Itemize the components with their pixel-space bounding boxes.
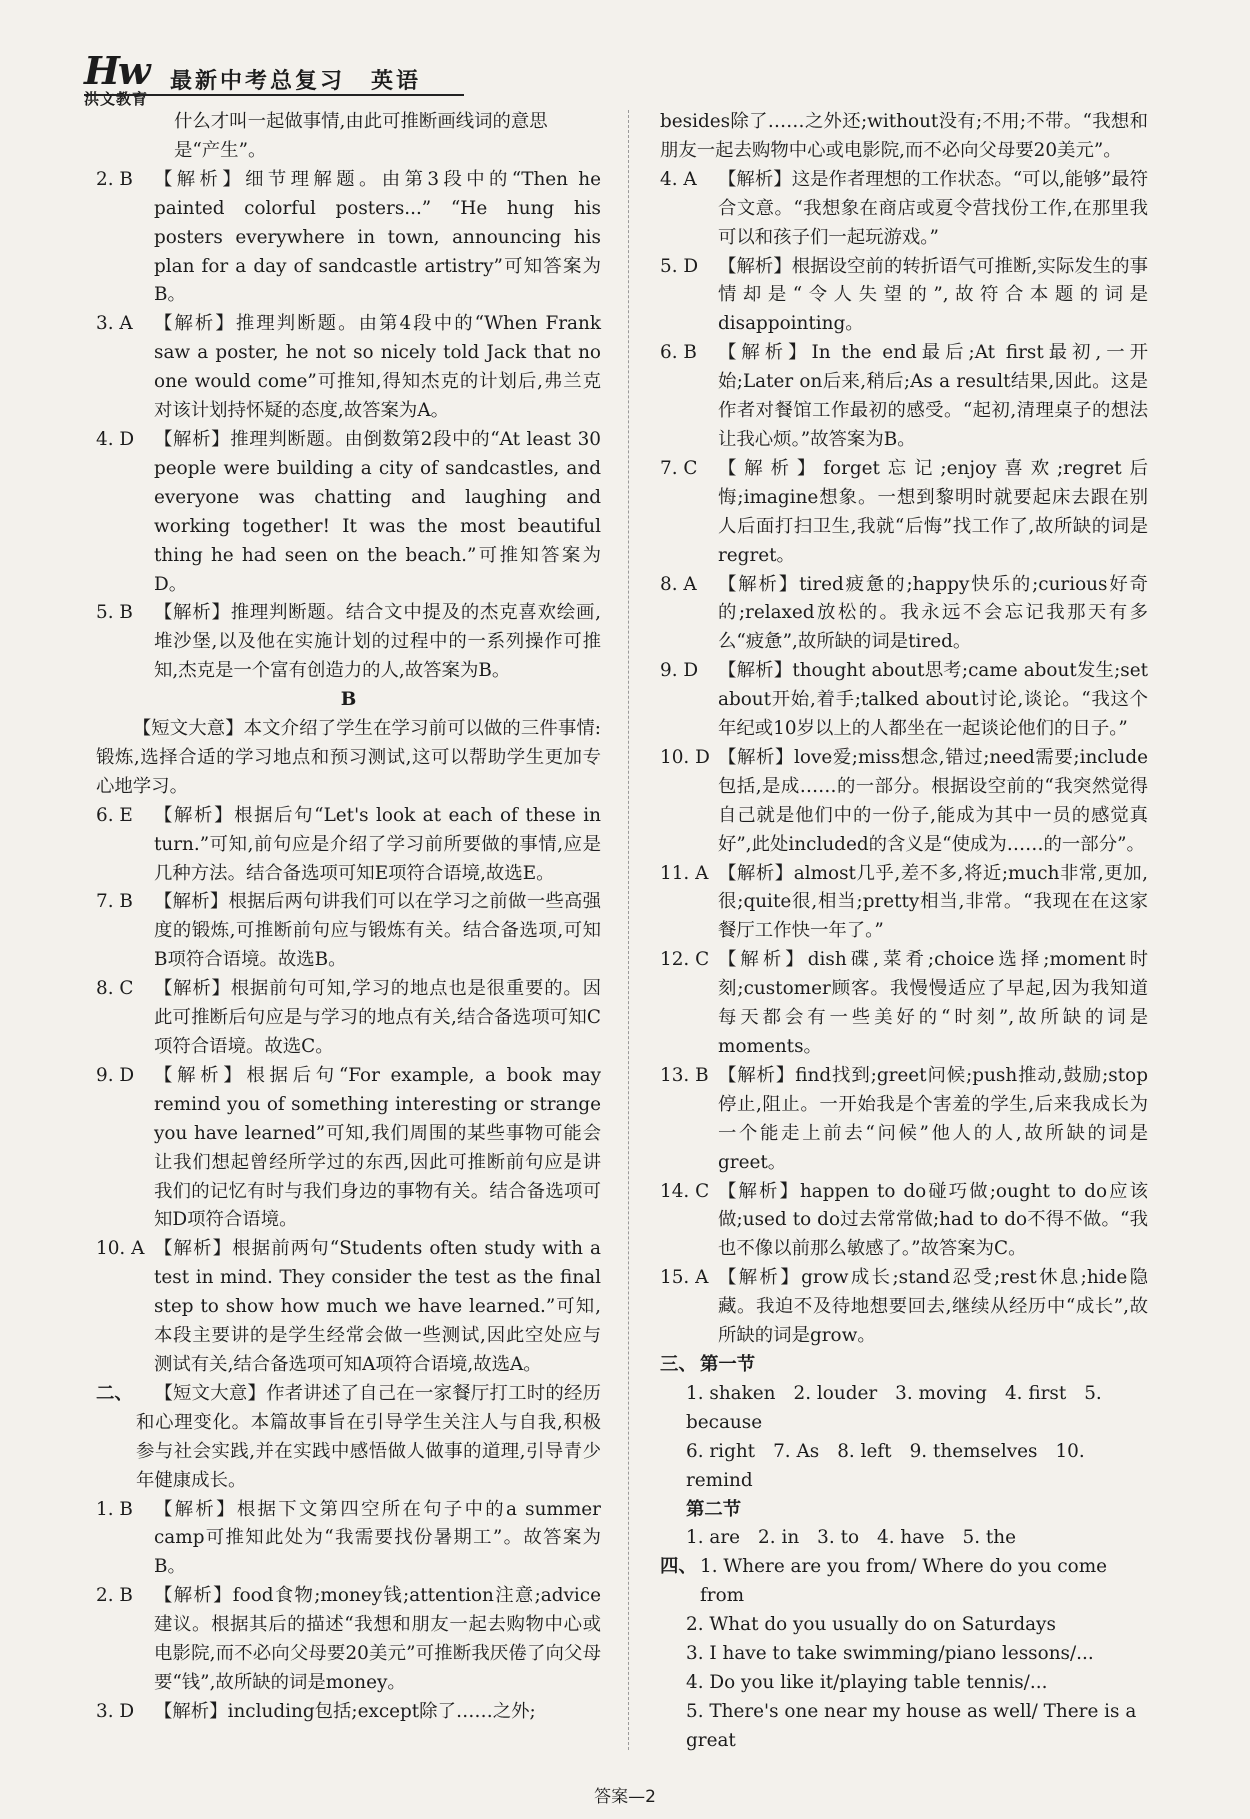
analysis-tag: 【解析】 xyxy=(718,255,792,277)
explanation-text: 推理判断题。由第4段中的“When Frank saw a poster, he not so nicely told Jack that no one would come”可推知,得知杰克的计划后,弗兰克对该计划持怀疑的态度,故答案为A。 xyxy=(154,313,601,422)
analysis-tag: 【解析】 xyxy=(154,428,231,450)
answer-explanation xyxy=(154,599,601,686)
analysis-tag: 【解析】 xyxy=(154,1238,233,1260)
section-3-part1: 第一节 xyxy=(700,1353,756,1375)
section-3-part2: 第二节 xyxy=(686,1498,742,1520)
answer-word: 5. because xyxy=(686,1382,1102,1433)
answer-item xyxy=(96,1582,601,1698)
answers-3b xyxy=(660,1524,1148,1553)
analysis-tag: 【解析】 xyxy=(718,746,794,768)
answer-item xyxy=(96,1698,601,1727)
section-4-number: 四、 xyxy=(660,1556,697,1578)
answer-item xyxy=(96,426,601,599)
analysis-tag: 【解析】 xyxy=(718,1267,802,1289)
answers-3a xyxy=(660,1380,1148,1496)
answer-explanation xyxy=(154,802,601,889)
answer-number: 11. A xyxy=(660,862,709,884)
analysis-tag: 【解析】 xyxy=(718,862,794,884)
explanation-text: 推理判断题。由倒数第2段中的“At least 30 people were building a city of sandcastles, and everyone was chatting and laughing and working together! It was the most beautiful thing he had seen on the beach.”可推知答案为D。 xyxy=(154,428,601,595)
answer-item xyxy=(660,946,1148,1062)
analysis-tag: 【解析】 xyxy=(154,1064,247,1086)
answer-item xyxy=(660,657,1148,744)
answer-word: 1. shaken xyxy=(686,1382,776,1404)
explanation-text: dish碟,菜肴;choice选择;moment时刻;customer顾客。我慢慢适应了早起,因为我知道每天都会有一些美好的“时刻”,故所缺的词是moments。 xyxy=(718,949,1148,1057)
analysis-tag: 【解析】 xyxy=(718,573,800,595)
explanation-text: forget忘记;enjoy喜欢;regret后悔;imagine想象。一想到黎明时就要起床去跟在别人后面打扫卫生,我就“后悔”找工作了,故所缺的词是regret。 xyxy=(718,457,1148,566)
book-title xyxy=(170,64,421,95)
explanation-text: 根据设空前的转折语气可推断,实际发生的事情却是“令人失望的”,故符合本题的词是disappointing。 xyxy=(718,255,1148,335)
analysis-tag: 【解析】 xyxy=(718,1064,796,1086)
analysis-tag: 【解析】 xyxy=(154,978,231,1000)
analysis-tag: 【解析】 xyxy=(718,457,824,479)
answer-explanation xyxy=(154,1582,601,1698)
answer-number: 3. A xyxy=(96,313,133,335)
analysis-tag: 【解析】 xyxy=(154,313,236,335)
answer-number: 5. D xyxy=(660,255,699,277)
answer-explanation xyxy=(718,744,1148,860)
answer-number: 9. D xyxy=(660,660,699,682)
explanation-text: 根据后句“Let's look at each of these in turn.”可知,前句应是介绍了学习前所要做的事情,应是几种方法。结合备选项可知E项符合语境,故选E。 xyxy=(154,804,601,884)
section-2-number: 二、 xyxy=(96,1382,133,1404)
analysis-tag: 【解析】 xyxy=(154,1498,237,1520)
answer-number: 13. B xyxy=(660,1064,709,1086)
answer-explanation xyxy=(718,1264,1148,1351)
answer-explanation xyxy=(718,657,1148,744)
answer-word: 10. remind xyxy=(686,1440,1085,1491)
page-number: 答案—2 xyxy=(594,1787,656,1807)
answer-explanation xyxy=(718,946,1148,1062)
answer-explanation xyxy=(718,339,1148,455)
explanation-text: In the end最后;At first最初,一开始;Later on后来,稍后;As a result结果,因此。这是作者对餐馆工作最初的感受。“起初,清理桌子的想法让我心烦。”故答案为B。 xyxy=(718,342,1148,450)
analysis-tag: 【解析】 xyxy=(718,660,793,682)
header-rule xyxy=(84,94,464,96)
explanation-text: find找到;greet问候;push推动,鼓励;stop停止,阻止。一开始我是个害羞的学生,后来我成长为一个能走上前去“问候”他人的人,故所缺的词是greet。 xyxy=(718,1064,1148,1173)
analysis-tag: 【解析】 xyxy=(154,804,235,826)
page-header xyxy=(84,48,464,108)
answer-explanation xyxy=(718,455,1148,571)
answer-item xyxy=(96,1062,601,1235)
continued-text: besides除了……之外还;without没有;不用;不带。“我想和朋友一起去购物中心或电影院,而不必向父母要20美元”。 xyxy=(660,111,1148,161)
answer-item xyxy=(660,455,1148,571)
answer-explanation xyxy=(718,860,1148,947)
answer-word: 3. to xyxy=(817,1527,860,1549)
answer-word: 9. themselves xyxy=(909,1440,1038,1462)
left-column xyxy=(96,108,601,1727)
answer-number: 2. B xyxy=(96,1585,133,1607)
answer-number: 14. C xyxy=(660,1180,710,1202)
analysis-tag: 【解析】 xyxy=(718,949,808,971)
answer-number: 9. D xyxy=(96,1064,135,1086)
answer-number: 6. E xyxy=(96,804,133,826)
answer-explanation xyxy=(718,1062,1148,1178)
analysis-tag: 【解析】 xyxy=(154,602,231,624)
explanation-text: 根据前句可知,学习的地点也是很重要的。因此可推断后句应是与学习的地点有关,结合备选项可知C项符合语境。故选C。 xyxy=(154,978,601,1057)
answer-item xyxy=(96,975,601,1062)
answer-number: 12. C xyxy=(660,949,710,971)
continued-text: 什么才叫一起做事情,由此可推断画线词的意思 xyxy=(174,111,548,132)
answer-explanation xyxy=(718,253,1148,340)
explanation-text: 根据后句“For example, a book may remind you of something interesting or strange you have learned”可知,我们周围的某些事物可能会让我们想起曾经所学过的东西,因此可推断前句应是讲我们的记忆有时与我们身边的事物有关。结合备选项可知D项符合语境。 xyxy=(154,1064,601,1231)
section-b-heading: B xyxy=(340,689,357,711)
answer-explanation xyxy=(154,1235,601,1380)
answer-item xyxy=(96,1496,601,1583)
explanation-text: 根据下文第四空所在句子中的a summer camp可推知此处为“我需要找份暑期工”。故答案为B。 xyxy=(154,1498,601,1578)
section-4-line: 4. Do you like it/playing table tennis/... xyxy=(686,1671,1048,1693)
answer-item xyxy=(660,860,1148,947)
answer-word: 3. moving xyxy=(895,1382,987,1404)
answer-item xyxy=(660,166,1148,253)
answer-word: 2. louder xyxy=(793,1382,878,1404)
answer-number: 4. A xyxy=(660,168,697,190)
answer-number: 10. A xyxy=(96,1238,145,1260)
analysis-tag: 【解析】 xyxy=(154,891,229,913)
answer-word: 2. in xyxy=(758,1527,800,1549)
answer-number: 10. D xyxy=(660,746,710,768)
answer-item xyxy=(660,744,1148,860)
book-title-text: 最新中考总复习 xyxy=(170,69,346,94)
answer-word: 4. have xyxy=(877,1527,945,1549)
answer-number: 7. C xyxy=(660,457,698,479)
answer-item xyxy=(660,1264,1148,1351)
answer-explanation xyxy=(154,310,601,426)
answer-explanation xyxy=(154,426,601,599)
explanation-text: 推理判断题。结合文中提及的杰克喜欢绘画,堆沙堡,以及他在实施计划的过程中的一系列操作可推知,杰克是一个富有创造力的人,故答案为B。 xyxy=(154,602,601,682)
answer-number: 1. B xyxy=(96,1498,133,1520)
answer-word: 4. first xyxy=(1004,1382,1067,1404)
explanation-text: almost几乎,差不多,将近;much非常,更加,很;quite很,相当;pretty相当,非常。“我现在在这家餐厅工作快一年了。” xyxy=(718,862,1148,942)
answer-item xyxy=(660,1178,1148,1265)
answer-word: 1. are xyxy=(686,1527,741,1549)
answer-item xyxy=(96,166,601,311)
section-3-number: 三、 xyxy=(660,1353,697,1375)
answer-number: 3. D xyxy=(96,1700,135,1722)
answer-item xyxy=(96,310,601,426)
answer-item xyxy=(96,888,601,975)
section-3 xyxy=(660,1351,1148,1380)
answer-explanation xyxy=(718,166,1148,253)
analysis-tag: 【解析】 xyxy=(718,342,812,364)
explanation-text: thought about思考;came about发生;set about开始,着手;talked about讨论,谈论。“我这个年纪或10岁以上的人都坐在一起谈论他们的日子。” xyxy=(718,660,1148,740)
subject-label: 英语 xyxy=(371,69,422,94)
column-divider xyxy=(628,110,629,1750)
answer-explanation xyxy=(154,166,601,311)
explanation-text: food食物;money钱;attention注意;advice建议。根据其后的描述“我想和朋友一起去购物中心或电影院,而不必向父母要20美元”可推断我厌倦了向父母要“钱”,故所缺的词是money。 xyxy=(154,1585,601,1693)
explanation-text: happen to do碰巧做;ought to do应该做;used to do过去常常做;had to do不得不做。“我也不像以前那么敏感了。”故答案为C。 xyxy=(718,1180,1148,1260)
answer-item xyxy=(660,339,1148,455)
section-4-line: 2. What do you usually do on Saturdays xyxy=(686,1614,1056,1636)
answer-number: 8. C xyxy=(96,978,134,1000)
answer-number: 4. D xyxy=(96,428,135,450)
answer-item xyxy=(96,599,601,686)
publisher-logo: Hw xyxy=(84,48,149,93)
answer-explanation xyxy=(154,1062,601,1235)
answer-number: 15. A xyxy=(660,1267,709,1289)
summary-2: 【短文大意】作者讲述了自己在一家餐厅打工时的经历和心理变化。本篇故事旨在引导学生关注人与自我,积极参与社会实践,并在实践中感悟做人做事的道理,引导青少年健康成长。 xyxy=(136,1382,601,1491)
analysis-tag: 【解析】 xyxy=(154,1585,233,1607)
answer-word: 6. right xyxy=(686,1440,756,1462)
answer-explanation xyxy=(154,975,601,1062)
analysis-tag: 【解析】 xyxy=(154,168,246,190)
continued-text: 是“产生”。 xyxy=(174,139,267,161)
answer-number: 7. B xyxy=(96,891,133,913)
right-column xyxy=(660,108,1148,1756)
answer-item xyxy=(660,571,1148,658)
explanation-text: love爱;miss想念,错过;need需要;include包括,是成……的一部分。根据设空前的“我突然觉得自己就是他们中的一份子,能成为其中一员的感觉真好”,此处included的含义是“使成为……的一部分”。 xyxy=(718,746,1148,855)
analysis-tag: 【解析】 xyxy=(718,168,792,190)
answer-item xyxy=(660,1062,1148,1178)
section-2 xyxy=(96,1380,601,1496)
answer-number: 5. B xyxy=(96,602,133,624)
analysis-tag: 【解析】 xyxy=(154,1700,228,1722)
answer-number: 2. B xyxy=(96,168,133,190)
explanation-text: 根据后两句讲我们可以在学习之前做一些高强度的锻炼,可推断前句应与锻炼有关。结合备选项,可知B项符合语境。故选B。 xyxy=(154,891,601,971)
section-4-line: 1. Where are you from/ Where do you come from xyxy=(700,1556,1108,1607)
answer-number: 8. A xyxy=(660,573,697,595)
answer-word: 8. left xyxy=(837,1440,892,1462)
publisher-name: 洪文教育 xyxy=(84,90,149,108)
answer-word: 7. As xyxy=(773,1440,820,1462)
answer-explanation xyxy=(154,1496,601,1583)
section-4-lines xyxy=(660,1611,1148,1756)
answer-explanation xyxy=(154,888,601,975)
answer-explanation xyxy=(154,1698,601,1727)
section-4-line: 3. I have to take swimming/piano lessons/... xyxy=(686,1643,1094,1665)
section-4 xyxy=(660,1553,1148,1611)
answer-number: 6. B xyxy=(660,342,697,364)
explanation-text: including包括;except除了……之外; xyxy=(227,1700,536,1722)
answer-item xyxy=(660,253,1148,340)
explanation-text: grow成长;stand忍受;rest休息;hide隐藏。我迫不及待地想要回去,继续从经历中“成长”,故所缺的词是grow。 xyxy=(718,1267,1148,1347)
answer-word: 5. the xyxy=(962,1527,1017,1549)
explanation-text: 这是作者理想的工作状态。“可以,能够”最符合文意。“我想象在商店或夏令营找份工作,在那里我可以和孩子们一起玩游戏。” xyxy=(718,168,1148,248)
explanation-text: 根据前两句“Students often study with a test in mind. They consider the test as the final step to show how much we have learned.”可知,本段主要讲的是学生经常会做一些测试,因此空处应与测试有关,结合备选项可知A项符合语境,故选A。 xyxy=(154,1238,601,1375)
answer-explanation xyxy=(718,571,1148,658)
analysis-tag: 【解析】 xyxy=(718,1180,800,1202)
answer-item xyxy=(96,802,601,889)
answer-explanation xyxy=(718,1178,1148,1265)
summary-b: 【短文大意】本文介绍了学生在学习前可以做的三件事情:锻炼,选择合适的学习地点和预习测试,这可以帮助学生更加专心地学习。 xyxy=(96,718,601,797)
answer-item xyxy=(96,1235,601,1380)
explanation-text: tired疲惫的;happy快乐的;curious好奇的;relaxed放松的。我永远不会忘记我那天有多么“疲惫”,故所缺的词是tired。 xyxy=(718,573,1148,653)
section-4-line: 5. There's one near my house as well/ There is a great xyxy=(686,1700,1137,1751)
explanation-text: 细节理解题。由第3段中的“Then he painted colorful posters...” “He hung his posters everywhere in town, announcing his plan for a day of sandcastle artistry”可知答案为B。 xyxy=(154,168,601,306)
